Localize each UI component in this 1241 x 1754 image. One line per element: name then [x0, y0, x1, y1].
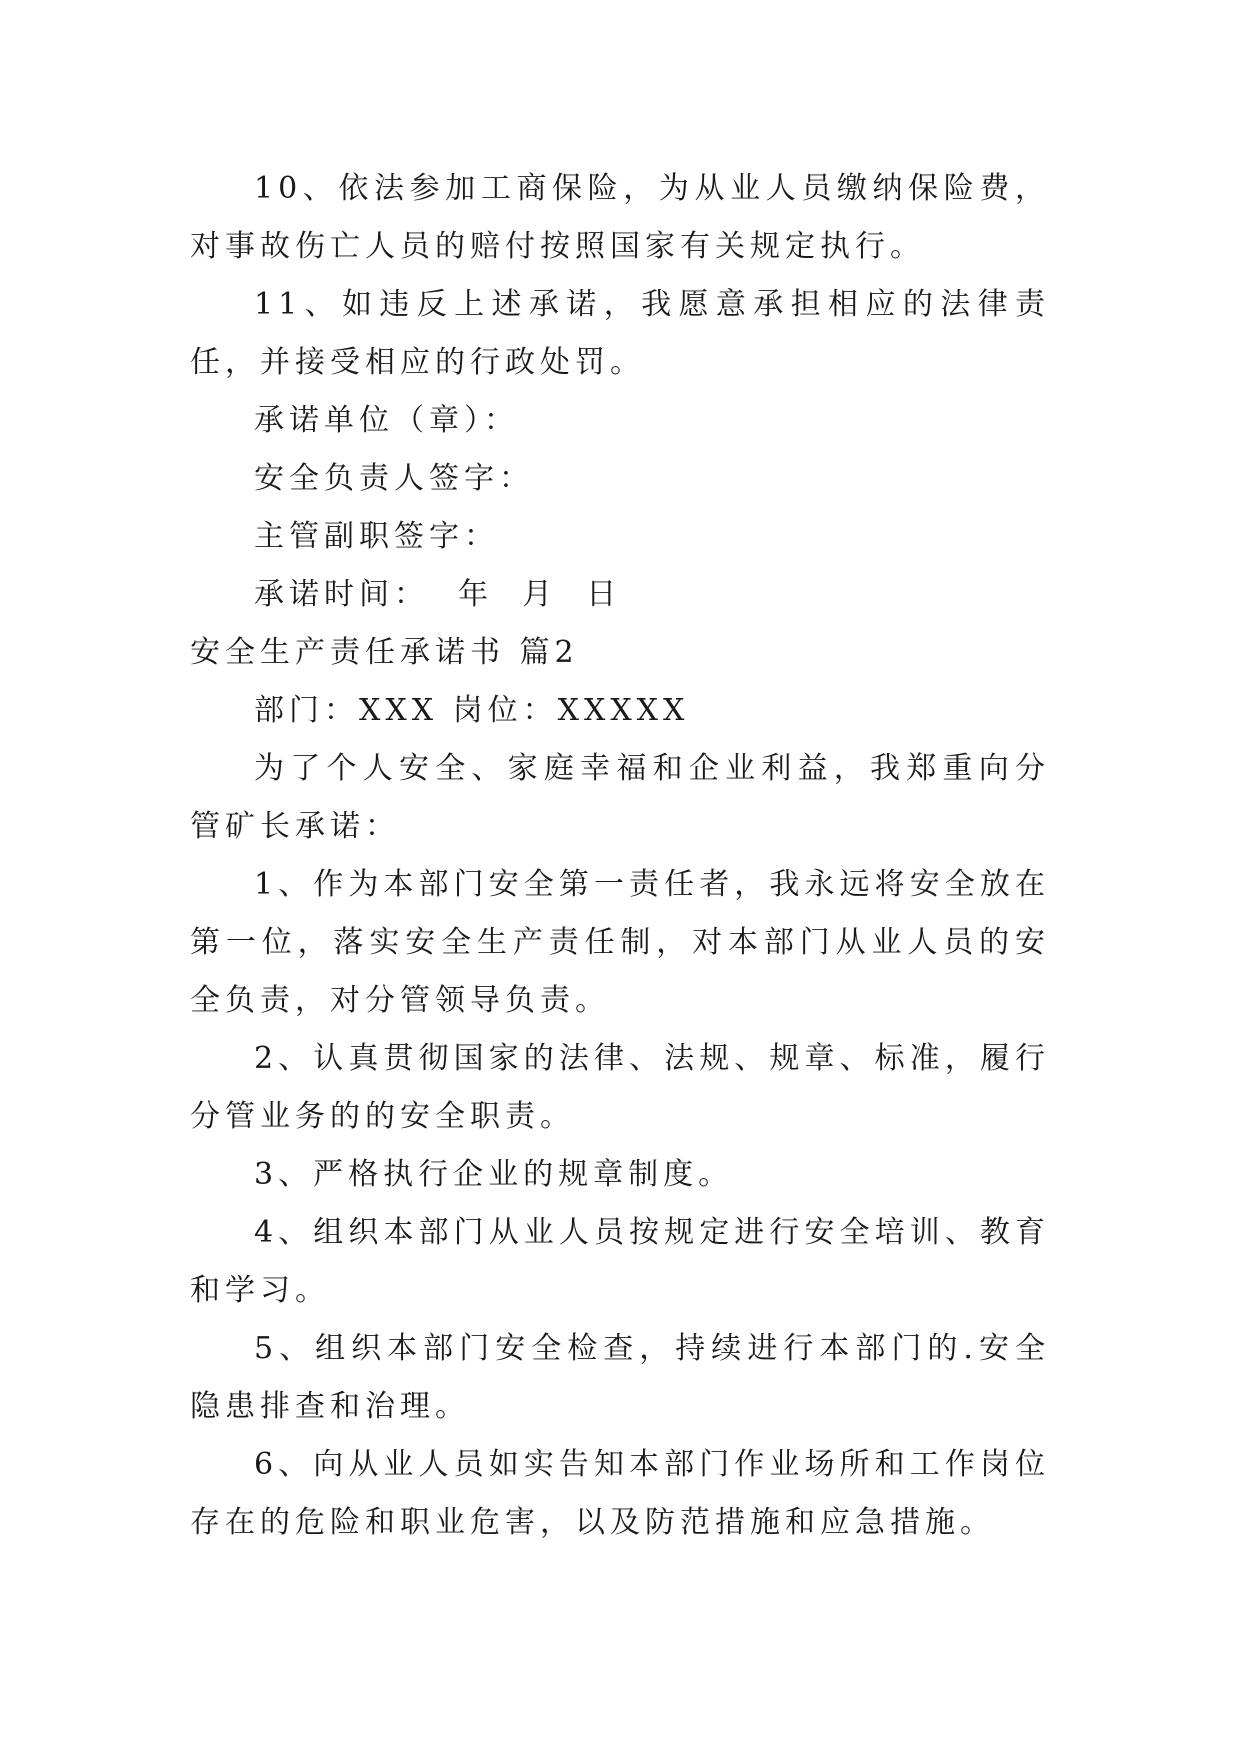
document-body	[190, 160, 1050, 1552]
signature-safety-head-line: 安全负责人签字：	[254, 461, 534, 496]
clause-2: 2、认真贯彻国家的法律、法规、规章、标准，履行分管业务的的安全职责。	[190, 1041, 1050, 1134]
signature-deputy-line: 主管副职签字：	[254, 519, 499, 554]
section-heading: 安全生产责任承诺书 篇2	[190, 635, 579, 670]
clause-5: 5、组织本部门安全检查，持续进行本部门的.安全隐患排查和治理。	[190, 1331, 1050, 1424]
intro-paragraph: 为了个人安全、家庭幸福和企业利益，我郑重向分管矿长承诺：	[190, 751, 1050, 844]
clause-1: 1、作为本部门安全第一责任者，我永远将安全放在第一位，落实安全生产责任制，对本部门从业人员的安全负责，对分管领导负责。	[190, 867, 1050, 1018]
clause-10: 10、依法参加工商保险，为从业人员缴纳保险费，对事故伤亡人员的赔付按照国家有关规定执行。	[190, 171, 1050, 264]
clause-3: 3、严格执行企业的规章制度。	[254, 1157, 734, 1192]
commitment-date-line: 承诺时间： 年 月 日	[254, 577, 622, 612]
department-position-line: 部门：XXX 岗位：XXXXX	[254, 693, 690, 728]
clause-11: 11、如违反上述承诺，我愿意承担相应的法律责任，并接受相应的行政处罚。	[190, 287, 1050, 380]
clause-6: 6、向从业人员如实告知本部门作业场所和工作岗位存在的危险和职业危害，以及防范措施和应急措施。	[190, 1447, 1050, 1540]
signature-unit-line: 承诺单位（章）：	[254, 403, 519, 438]
clause-4: 4、组织本部门从业人员按规定进行安全培训、教育和学习。	[190, 1215, 1050, 1308]
